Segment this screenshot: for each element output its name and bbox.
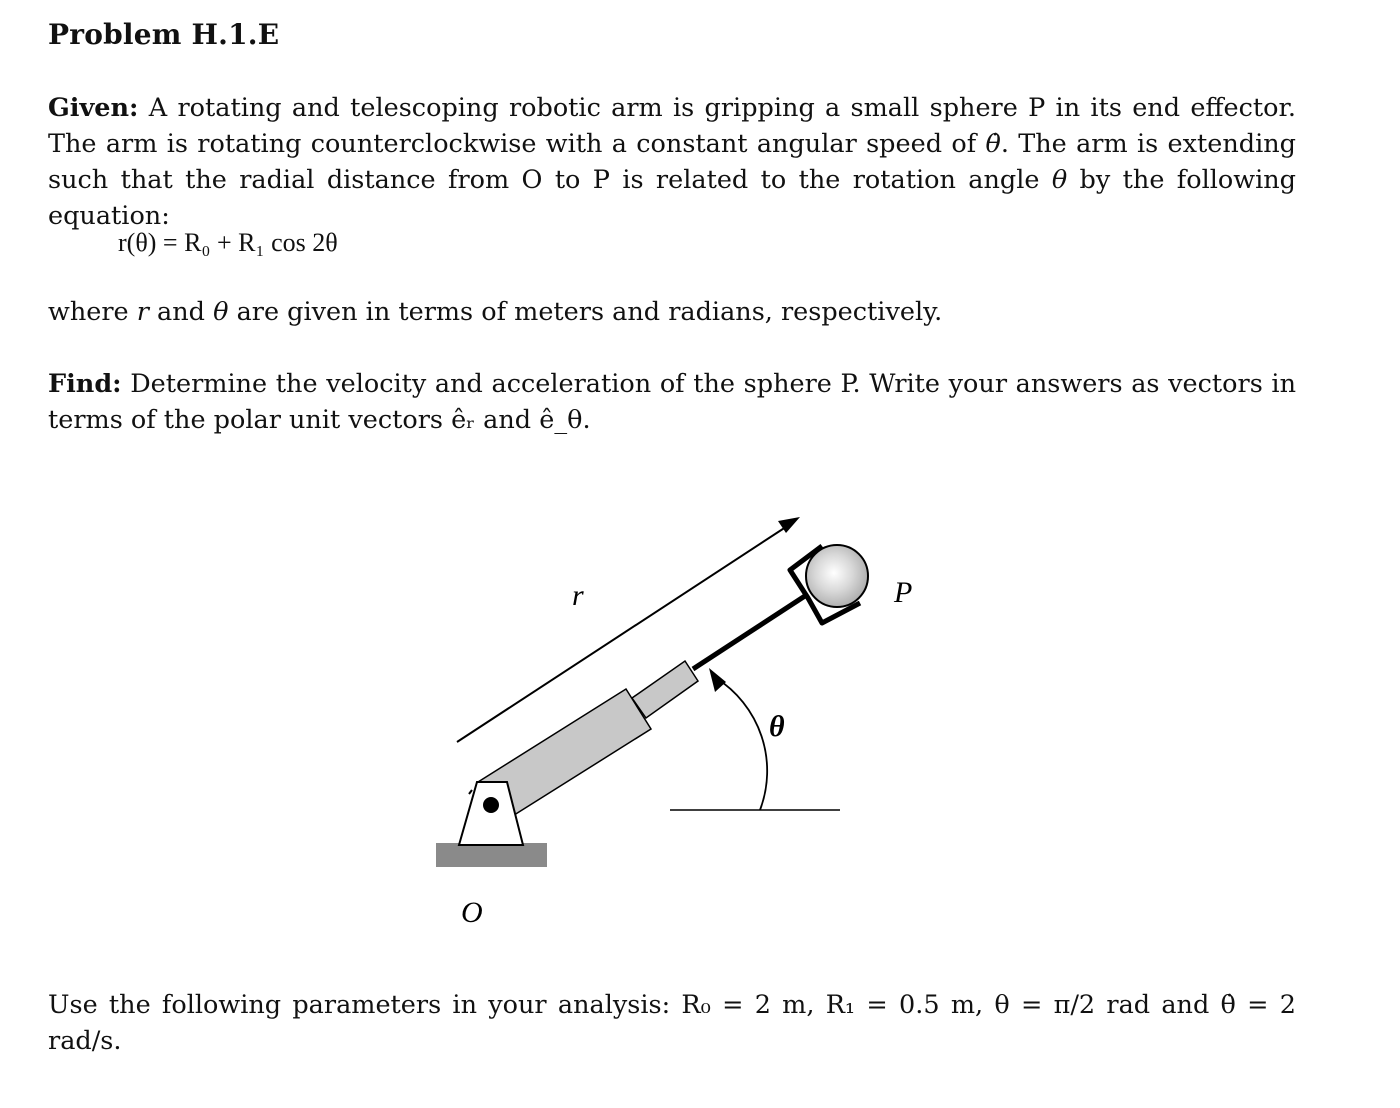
problem-title: Problem H.1.E [48, 18, 280, 51]
label-O: O [461, 896, 483, 929]
given-theta-dot: θ̇ [985, 129, 1001, 159]
where-text-1: where [48, 297, 137, 327]
sphere-P [806, 545, 868, 607]
where-paragraph [48, 294, 1296, 330]
label-theta: θ [769, 710, 785, 743]
given-text-1: A rotating and telescoping robotic arm is gripping a small sphere P in its end effector. The arm is rotating counterclockwise with a constant angular speed of [48, 93, 1296, 159]
find-paragraph [48, 366, 1296, 438]
ground-base [436, 843, 547, 867]
given-text-2: . The arm is extending such that the radial distance from O to P is related to the rotation angle [48, 129, 1296, 195]
where-theta: θ [213, 297, 229, 327]
given-paragraph [48, 90, 1296, 234]
pivot-pin [483, 797, 499, 813]
where-r: r [136, 297, 149, 327]
find-text-2: and [475, 405, 540, 435]
label-r: r [572, 579, 584, 612]
where-text-2: and [148, 297, 214, 327]
parameters-paragraph: Use the following parameters in your analysis: R₀ = 2 m, R₁ = 0.5 m, θ = π/2 rad and θ̇ = 2 rad/s. [48, 990, 1296, 1056]
find-e-r: êᵣ [451, 405, 476, 435]
find-label: Find: [48, 369, 122, 399]
robotic-arm-diagram [0, 460, 1400, 940]
arm-inner-sleeve [632, 661, 698, 718]
find-text-1: Determine the velocity and acceleration of the sphere P. Write your answers as vectors in terms of the polar unit vectors [48, 369, 1297, 435]
find-text-3: . [582, 405, 591, 435]
theta-arc-arrow [709, 668, 767, 810]
radial-equation: r(θ) = R₀ + R₁ cos 2θ [118, 228, 338, 257]
arm-rod [693, 594, 808, 669]
find-e-theta: ê_θ [539, 405, 583, 435]
where-text-3: are given in terms of meters and radians, respectively. [228, 297, 943, 327]
given-theta: θ [1051, 165, 1068, 195]
given-label: Given: [48, 93, 139, 123]
given-text-3: by the following equation: [48, 165, 1296, 231]
label-P: P [894, 576, 913, 609]
